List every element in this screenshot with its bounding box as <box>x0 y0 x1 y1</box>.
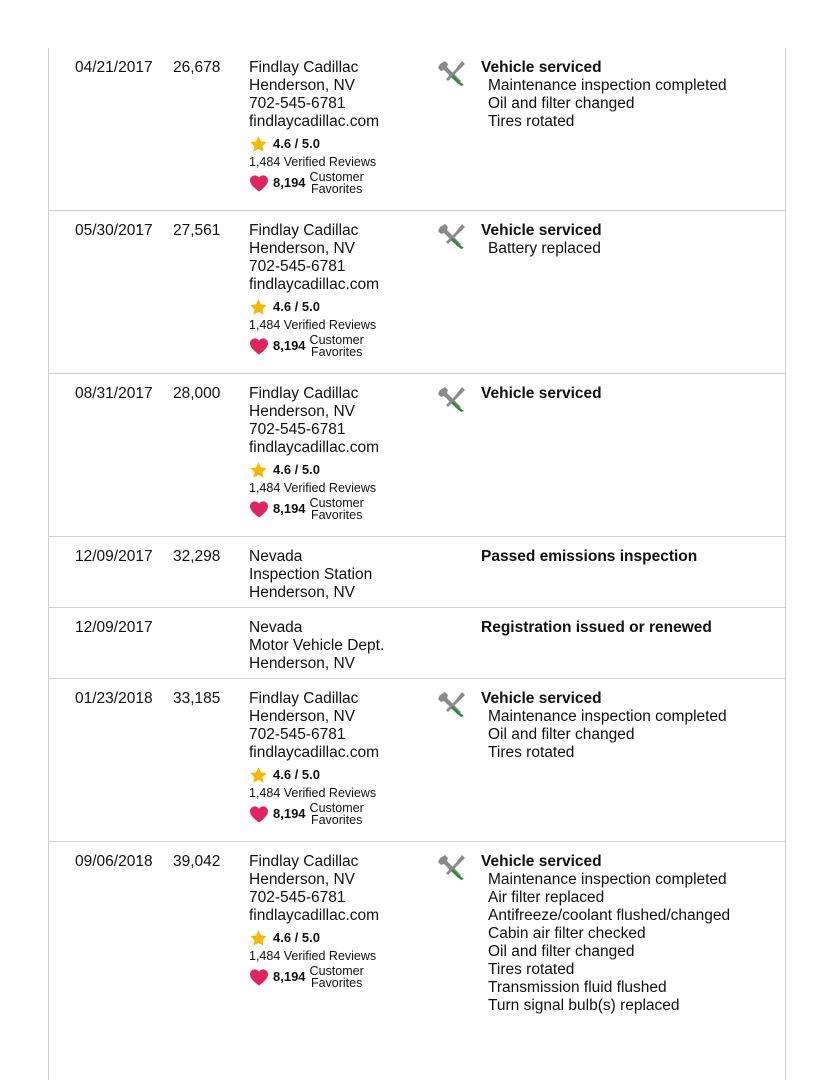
detail-item: Oil and filter changed <box>488 726 635 743</box>
rating <box>249 297 424 317</box>
rating-value: 4.6 / 5.0 <box>273 930 320 945</box>
source-type: Motor Vehicle Dept. <box>249 637 385 654</box>
record-source <box>249 385 424 521</box>
detail-item: Turn signal bulb(s) replaced <box>488 997 680 1014</box>
customer-favorites <box>249 171 424 195</box>
detail-item: Air filter replaced <box>488 889 605 906</box>
record-source <box>249 59 424 195</box>
star-icon <box>249 461 268 480</box>
detail-item: Maintenance inspection completed <box>488 708 727 725</box>
record-source <box>249 548 424 602</box>
record-details <box>481 59 781 131</box>
verified-reviews[interactable]: 1,484 Verified Reviews <box>249 318 377 332</box>
source-website[interactable]: findlaycadillac.com <box>249 439 380 456</box>
source-location: Henderson, NV <box>249 655 355 672</box>
favorites-label: Customer Favorites <box>309 170 364 196</box>
verified-reviews[interactable]: 1,484 Verified Reviews <box>249 155 377 169</box>
detail-title: Passed emissions inspection <box>481 548 698 565</box>
record-mileage: 33,185 <box>173 690 221 707</box>
detail-item: Antifreeze/coolant flushed/changed <box>488 907 731 924</box>
source-website[interactable]: findlaycadillac.com <box>249 276 380 293</box>
record-details <box>481 690 781 762</box>
favorites-count: 8,194 <box>273 806 306 821</box>
customer-favorites <box>249 965 424 989</box>
heart-icon <box>249 174 269 192</box>
detail-title: Vehicle serviced <box>481 222 602 239</box>
record-source <box>249 853 424 989</box>
record-mileage: 32,298 <box>173 548 221 565</box>
star-icon <box>249 929 268 948</box>
source-website[interactable]: findlaycadillac.com <box>249 744 380 761</box>
rating-value: 4.6 / 5.0 <box>273 299 320 314</box>
detail-item: Maintenance inspection completed <box>488 871 727 888</box>
heart-icon <box>249 337 269 355</box>
source-location: Henderson, NV <box>249 871 355 888</box>
star-icon <box>249 298 268 317</box>
source-name: Nevada <box>249 548 303 565</box>
heart-icon <box>249 500 269 518</box>
table-row <box>49 537 785 608</box>
source-location: Henderson, NV <box>249 77 355 94</box>
verified-reviews[interactable]: 1,484 Verified Reviews <box>249 949 377 963</box>
customer-favorites <box>249 802 424 826</box>
source-location: Henderson, NV <box>249 708 355 725</box>
detail-item: Oil and filter changed <box>488 943 635 960</box>
heart-icon <box>249 805 269 823</box>
source-name: Findlay Cadillac <box>249 222 359 239</box>
record-mileage: 28,000 <box>173 385 221 402</box>
table-row <box>49 374 785 537</box>
detail-item: Cabin air filter checked <box>488 925 646 942</box>
source-name: Nevada <box>249 619 303 636</box>
source-name: Findlay Cadillac <box>249 59 359 76</box>
table-row <box>49 211 785 374</box>
source-phone[interactable]: 702-545-6781 <box>249 726 346 743</box>
detail-item: Tires rotated <box>488 961 575 978</box>
table-row <box>49 48 785 211</box>
verified-reviews[interactable]: 1,484 Verified Reviews <box>249 481 377 495</box>
record-date: 09/06/2018 <box>75 853 153 870</box>
rating <box>249 460 424 480</box>
wrench-screwdriver-icon <box>437 222 467 250</box>
favorites-label: Customer Favorites <box>309 964 364 990</box>
record-date: 12/09/2017 <box>75 548 153 565</box>
favorites-label: Customer Favorites <box>309 496 364 522</box>
record-mileage: 26,678 <box>173 59 221 76</box>
table-row <box>49 679 785 842</box>
record-details <box>481 222 781 258</box>
record-date: 08/31/2017 <box>75 385 153 402</box>
favorites-count: 8,194 <box>273 501 306 516</box>
wrench-screwdriver-icon <box>437 59 467 87</box>
detail-title: Registration issued or renewed <box>481 619 712 636</box>
source-phone[interactable]: 702-545-6781 <box>249 95 346 112</box>
source-website[interactable]: findlaycadillac.com <box>249 113 380 130</box>
detail-item: Tires rotated <box>488 744 575 761</box>
source-name: Findlay Cadillac <box>249 853 359 870</box>
detail-title: Vehicle serviced <box>481 59 602 76</box>
source-location: Henderson, NV <box>249 403 355 420</box>
record-mileage: 39,042 <box>173 853 221 870</box>
source-location: Henderson, NV <box>249 240 355 257</box>
detail-item: Tires rotated <box>488 113 575 130</box>
record-date: 04/21/2017 <box>75 59 153 76</box>
rating-value: 4.6 / 5.0 <box>273 767 320 782</box>
record-date: 05/30/2017 <box>75 222 153 239</box>
rating <box>249 765 424 785</box>
detail-title: Vehicle serviced <box>481 385 602 402</box>
source-name: Findlay Cadillac <box>249 385 359 402</box>
source-location: Henderson, NV <box>249 584 355 601</box>
favorites-count: 8,194 <box>273 175 306 190</box>
source-phone[interactable]: 702-545-6781 <box>249 258 346 275</box>
record-details <box>481 548 781 566</box>
detail-title: Vehicle serviced <box>481 690 602 707</box>
detail-item: Transmission fluid flushed <box>488 979 667 996</box>
rating-value: 4.6 / 5.0 <box>273 462 320 477</box>
detail-title: Vehicle serviced <box>481 853 602 870</box>
detail-item: Oil and filter changed <box>488 95 635 112</box>
favorites-label: Customer Favorites <box>309 333 364 359</box>
source-phone[interactable]: 702-545-6781 <box>249 421 346 438</box>
source-phone[interactable]: 702-545-6781 <box>249 889 346 906</box>
rating <box>249 928 424 948</box>
record-details <box>481 619 781 637</box>
rating-value: 4.6 / 5.0 <box>273 136 320 151</box>
verified-reviews[interactable]: 1,484 Verified Reviews <box>249 786 377 800</box>
record-details <box>481 853 781 1015</box>
record-details <box>481 385 781 403</box>
detail-item: Maintenance inspection completed <box>488 77 727 94</box>
wrench-screwdriver-icon <box>437 385 467 413</box>
rating <box>249 134 424 154</box>
star-icon <box>249 766 268 785</box>
customer-favorites <box>249 334 424 358</box>
record-source <box>249 690 424 826</box>
star-icon <box>249 135 268 154</box>
source-website[interactable]: findlaycadillac.com <box>249 907 380 924</box>
favorites-label: Customer Favorites <box>309 801 364 827</box>
customer-favorites <box>249 497 424 521</box>
record-source <box>249 222 424 358</box>
record-date: 12/09/2017 <box>75 619 153 636</box>
favorites-count: 8,194 <box>273 338 306 353</box>
table-row <box>49 608 785 679</box>
heart-icon <box>249 968 269 986</box>
favorites-count: 8,194 <box>273 969 306 984</box>
record-mileage: 27,561 <box>173 222 221 239</box>
history-table <box>48 48 786 1080</box>
table-row <box>49 842 785 1078</box>
wrench-screwdriver-icon <box>437 690 467 718</box>
wrench-screwdriver-icon <box>437 853 467 881</box>
detail-item: Battery replaced <box>488 240 601 257</box>
source-type: Inspection Station <box>249 566 373 583</box>
record-date: 01/23/2018 <box>75 690 153 707</box>
record-source <box>249 619 424 673</box>
source-name: Findlay Cadillac <box>249 690 359 707</box>
